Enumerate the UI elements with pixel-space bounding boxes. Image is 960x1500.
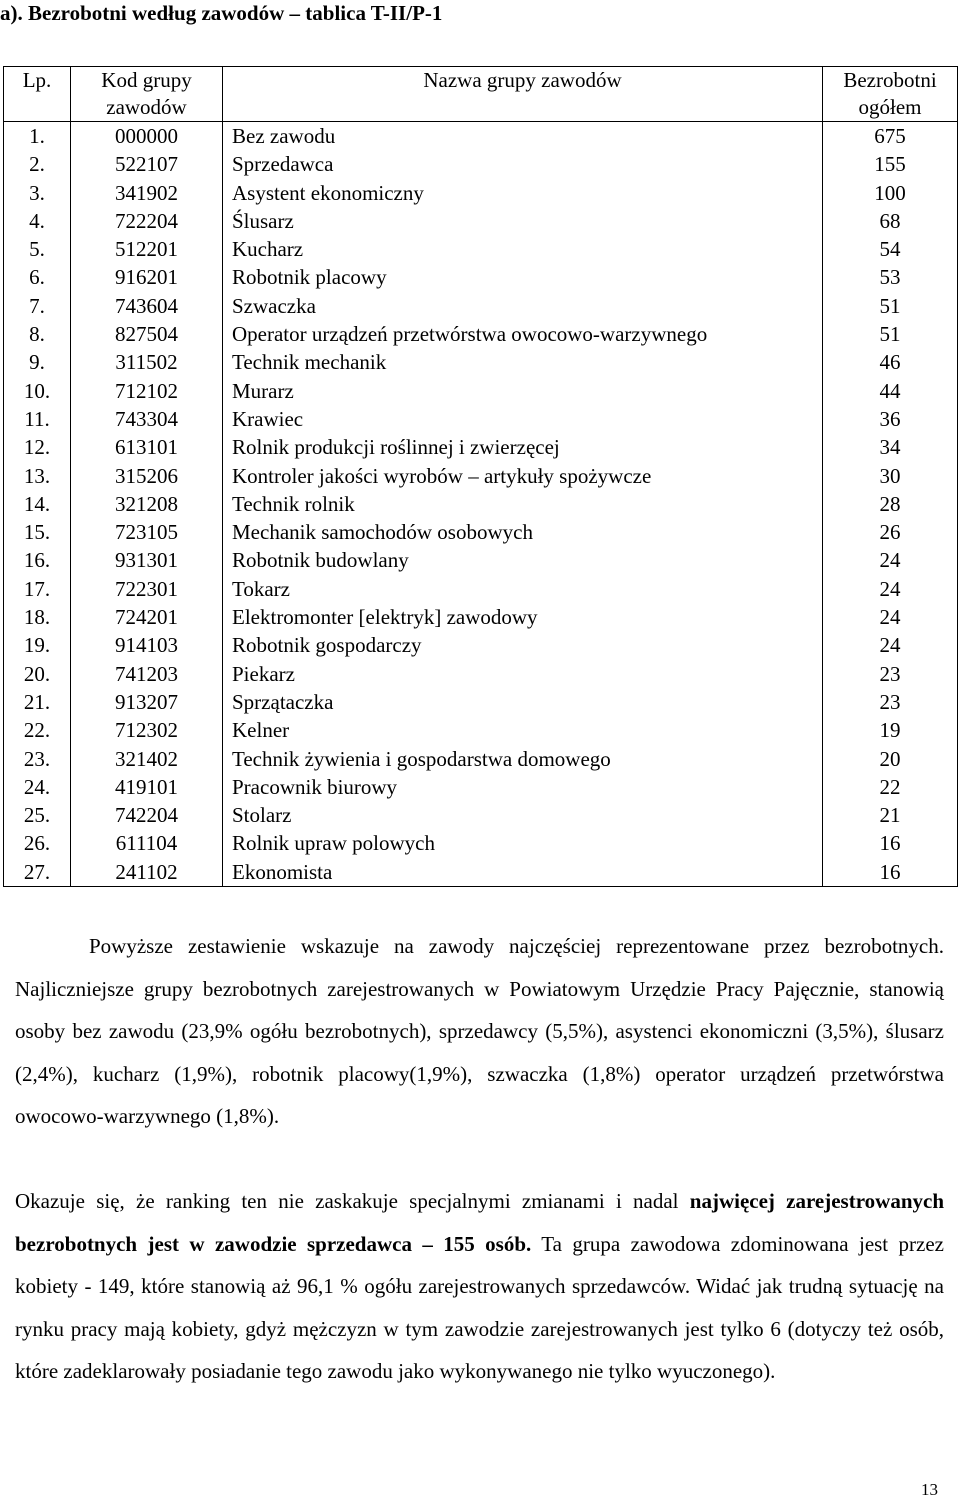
cell-total: 155 [823, 150, 958, 178]
cell-total: 16 [823, 829, 958, 857]
cell-name: Kelner [223, 716, 823, 744]
cell-total: 16 [823, 858, 958, 887]
cell-code: 931301 [71, 546, 223, 574]
header-total [823, 67, 958, 122]
cell-name: Krawiec [223, 405, 823, 433]
header-code-line2: zawodów [106, 95, 187, 119]
cell-code: 916201 [71, 263, 223, 291]
table-row [4, 207, 958, 235]
cell-lp: 27. [4, 858, 71, 887]
table-row [4, 462, 958, 490]
cell-lp: 15. [4, 518, 71, 546]
cell-code: 522107 [71, 150, 223, 178]
cell-lp: 17. [4, 575, 71, 603]
cell-total: 26 [823, 518, 958, 546]
cell-name: Sprzedawca [223, 150, 823, 178]
cell-lp: 22. [4, 716, 71, 744]
cell-lp: 6. [4, 263, 71, 291]
header-total-line2: ogółem [858, 95, 922, 119]
cell-code: 315206 [71, 462, 223, 490]
cell-code: 321402 [71, 745, 223, 773]
cell-lp: 24. [4, 773, 71, 801]
cell-total: 51 [823, 292, 958, 320]
cell-name: Kontroler jakości wyrobów – artykuły spożywcze [223, 462, 823, 490]
cell-name: Pracownik biurowy [223, 773, 823, 801]
cell-code: 722204 [71, 207, 223, 235]
cell-lp: 4. [4, 207, 71, 235]
table-row [4, 745, 958, 773]
cell-total: 68 [823, 207, 958, 235]
cell-total: 19 [823, 716, 958, 744]
cell-lp: 21. [4, 688, 71, 716]
cell-lp: 9. [4, 348, 71, 376]
cell-total: 46 [823, 348, 958, 376]
table-row [4, 433, 958, 461]
cell-code: 321208 [71, 490, 223, 518]
cell-name: Technik żywienia i gospodarstwa domowego [223, 745, 823, 773]
cell-code: 712102 [71, 377, 223, 405]
table-row [4, 150, 958, 178]
cell-code: 419101 [71, 773, 223, 801]
cell-total: 675 [823, 122, 958, 151]
cell-total: 24 [823, 631, 958, 659]
cell-lp: 8. [4, 320, 71, 348]
cell-code: 613101 [71, 433, 223, 461]
cell-name: Elektromonter [elektryk] zawodowy [223, 603, 823, 631]
cell-name: Sprzątaczka [223, 688, 823, 716]
section-heading: a). Bezrobotni według zawodów – tablica T-II/P-1 [0, 1, 443, 25]
table-row [4, 603, 958, 631]
page-number: 13 [921, 1480, 938, 1499]
paragraph-ranking [15, 1180, 944, 1393]
cell-name: Ekonomista [223, 858, 823, 887]
cell-name: Technik rolnik [223, 490, 823, 518]
table-row [4, 490, 958, 518]
cell-lp: 20. [4, 660, 71, 688]
cell-total: 44 [823, 377, 958, 405]
cell-code: 914103 [71, 631, 223, 659]
cell-name: Murarz [223, 377, 823, 405]
cell-name: Rolnik upraw polowych [223, 829, 823, 857]
cell-name: Robotnik budowlany [223, 546, 823, 574]
cell-lp: 19. [4, 631, 71, 659]
header-name: Nazwa grupy zawodów [223, 67, 823, 122]
table-row [4, 348, 958, 376]
cell-total: 100 [823, 179, 958, 207]
table-row [4, 546, 958, 574]
cell-name: Mechanik samochodów osobowych [223, 518, 823, 546]
paragraph-ranking-part2: Ta grupa zawodowa zdominowana jest przez kobiety - 149, które stanowią aż 96,1 % ogółu zarejestrowanych sprzedawców. Widać jak trudną sytuację na rynku pracy mają kobiety, gdyż mężczyzn w tym zawodzie zarejestrowanych jest tylko 6 (dotyczy też osób, które zadeklarowały posiadanie tego zawodu jako wykonywanego nie tylko wyuczonego). [15, 1231, 945, 1383]
cell-lp: 16. [4, 546, 71, 574]
cell-code: 341902 [71, 179, 223, 207]
paragraph-ranking-part1: Okazuje się, że ranking ten nie zaskakuje specjalnymi zmianami i nadal [15, 1189, 690, 1213]
cell-code: 712302 [71, 716, 223, 744]
cell-total: 21 [823, 801, 958, 829]
cell-total: 24 [823, 603, 958, 631]
paragraph-summary: Powyższe zestawienie wskazuje na zawody najczęściej reprezentowane przez bezrobotnych. Najliczniejsze grupy bezrobotnych zarejestrowanych w Powiatowym Urzędzie Pracy Pajęcznie, stanowią osoby bez zawodu (23,9% ogółu bezrobotnych), sprzedawcy (5,5%), asystenci ekonomiczni (3,5%), ślusarz (2,4%), kucharz (1,9%), robotnik placowy(1,9%), szwaczka (1,8%) operator urządzeń przetwórstwa owocowo-warzywnego (1,8%). [15, 934, 944, 1128]
cell-lp: 12. [4, 433, 71, 461]
table-row [4, 688, 958, 716]
cell-code: 241102 [71, 858, 223, 887]
cell-name: Piekarz [223, 660, 823, 688]
table-row [4, 801, 958, 829]
cell-code: 311502 [71, 348, 223, 376]
occupation-table [3, 66, 958, 887]
paragraph-ranking-bold: najwięcej zarejestrowanych bezrobotnych jest w zawodzie sprzedawca – 155 osób. [15, 1189, 944, 1256]
cell-code: 724201 [71, 603, 223, 631]
cell-total: 22 [823, 773, 958, 801]
cell-code: 743604 [71, 292, 223, 320]
cell-name: Stolarz [223, 801, 823, 829]
cell-lp: 2. [4, 150, 71, 178]
cell-lp: 14. [4, 490, 71, 518]
cell-total: 53 [823, 263, 958, 291]
table-row [4, 829, 958, 857]
table-row [4, 518, 958, 546]
cell-code: 611104 [71, 829, 223, 857]
table-row [4, 858, 958, 887]
cell-lp: 23. [4, 745, 71, 773]
cell-lp: 18. [4, 603, 71, 631]
cell-code: 742204 [71, 801, 223, 829]
table-row [4, 377, 958, 405]
cell-code: 913207 [71, 688, 223, 716]
cell-lp: 7. [4, 292, 71, 320]
table-body [4, 122, 958, 887]
cell-lp: 25. [4, 801, 71, 829]
cell-total: 23 [823, 688, 958, 716]
cell-lp: 26. [4, 829, 71, 857]
cell-code: 743304 [71, 405, 223, 433]
cell-total: 24 [823, 546, 958, 574]
header-lp: Lp. [4, 67, 71, 122]
cell-name: Tokarz [223, 575, 823, 603]
cell-code: 000000 [71, 122, 223, 151]
cell-lp: 5. [4, 235, 71, 263]
cell-total: 34 [823, 433, 958, 461]
header-code [71, 67, 223, 122]
cell-name: Ślusarz [223, 207, 823, 235]
cell-name: Asystent ekonomiczny [223, 179, 823, 207]
cell-total: 36 [823, 405, 958, 433]
cell-code: 723105 [71, 518, 223, 546]
cell-name: Rolnik produkcji roślinnej i zwierzęcej [223, 433, 823, 461]
header-total-line1: Bezrobotni [843, 68, 937, 92]
cell-name: Kucharz [223, 235, 823, 263]
cell-lp: 10. [4, 377, 71, 405]
table-row [4, 631, 958, 659]
cell-total: 28 [823, 490, 958, 518]
cell-lp: 11. [4, 405, 71, 433]
table-row [4, 575, 958, 603]
cell-lp: 1. [4, 122, 71, 151]
cell-code: 512201 [71, 235, 223, 263]
table-row [4, 263, 958, 291]
cell-name: Bez zawodu [223, 122, 823, 151]
cell-total: 51 [823, 320, 958, 348]
cell-name: Szwaczka [223, 292, 823, 320]
cell-lp: 13. [4, 462, 71, 490]
table-row [4, 122, 958, 151]
table-row [4, 235, 958, 263]
cell-code: 827504 [71, 320, 223, 348]
table-row [4, 773, 958, 801]
cell-total: 30 [823, 462, 958, 490]
table-row [4, 320, 958, 348]
table-row [4, 179, 958, 207]
cell-name: Operator urządzeń przetwórstwa owocowo-warzywnego [223, 320, 823, 348]
cell-code: 722301 [71, 575, 223, 603]
cell-total: 23 [823, 660, 958, 688]
table-row [4, 292, 958, 320]
table-row [4, 405, 958, 433]
table-header-row [4, 67, 958, 122]
table-row [4, 660, 958, 688]
cell-name: Robotnik placowy [223, 263, 823, 291]
cell-name: Robotnik gospodarczy [223, 631, 823, 659]
cell-lp: 3. [4, 179, 71, 207]
cell-total: 20 [823, 745, 958, 773]
cell-total: 54 [823, 235, 958, 263]
cell-name: Technik mechanik [223, 348, 823, 376]
header-code-line1: Kod grupy [101, 68, 192, 92]
cell-total: 24 [823, 575, 958, 603]
table-row [4, 716, 958, 744]
cell-code: 741203 [71, 660, 223, 688]
